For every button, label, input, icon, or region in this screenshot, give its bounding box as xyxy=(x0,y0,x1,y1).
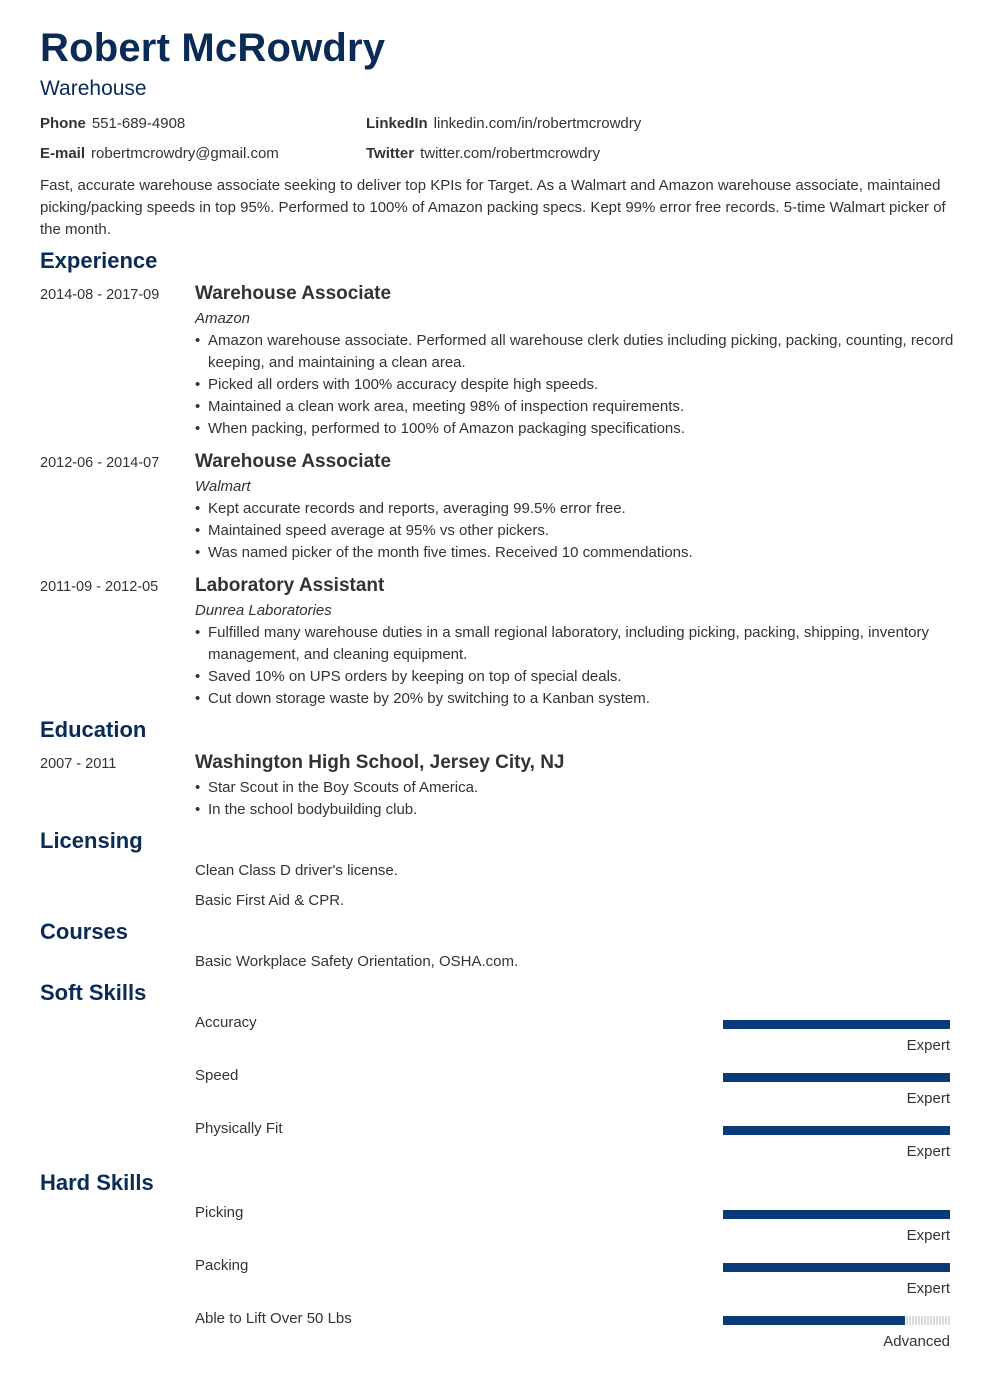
section-title-courses: Courses xyxy=(40,919,129,944)
list-item: • Fulfilled many warehouse duties in a small regional laboratory, including picking, packing, shipping, inventory management, and cleaning equipment. xyxy=(195,622,955,666)
experience-bullets xyxy=(195,330,955,440)
experience-dates: 2011-09 - 2012-05 xyxy=(40,579,159,595)
skill-name: Accuracy xyxy=(195,1014,257,1031)
experience-bullets xyxy=(195,498,955,564)
list-item: • Maintained a clean work area, meeting 98% of inspection requirements. xyxy=(195,396,955,418)
education-dates: 2007 - 2011 xyxy=(40,756,117,772)
skill-bar xyxy=(723,1020,950,1029)
list-item: • Picked all orders with 100% accuracy despite high speeds. xyxy=(195,374,955,396)
contact-linkedin xyxy=(366,115,641,133)
twitter-label: Twitter xyxy=(366,145,415,162)
phone-value: 551-689-4908 xyxy=(91,115,186,132)
list-item: • Star Scout in the Boy Scouts of America. xyxy=(195,777,955,799)
education-school: Washington High School, Jersey City, NJ xyxy=(195,752,565,773)
skill-level: Expert xyxy=(906,1037,950,1054)
skill-name: Packing xyxy=(195,1257,249,1274)
experience-company: Dunrea Laboratories xyxy=(195,602,332,619)
candidate-title: Warehouse xyxy=(40,77,147,100)
section-title-hard-skills: Hard Skills xyxy=(40,1170,154,1195)
experience-bullets xyxy=(195,622,955,710)
experience-title: Laboratory Assistant xyxy=(195,575,385,596)
skill-level: Expert xyxy=(906,1280,950,1297)
experience-dates: 2012-06 - 2014-07 xyxy=(40,455,160,471)
section-title-education: Education xyxy=(40,717,147,742)
skill-bar xyxy=(723,1210,950,1219)
skill-level: Expert xyxy=(906,1227,950,1244)
list-item: • Was named picker of the month five times. Received 10 commendations. xyxy=(195,542,955,564)
skill-name: Picking xyxy=(195,1204,244,1221)
skill-bar-fill xyxy=(723,1020,950,1029)
education-bullets xyxy=(195,777,955,821)
skill-bar xyxy=(723,1073,950,1082)
list-item: • Amazon warehouse associate. Performed all warehouse clerk duties including picking, packing, counting, record keeping, and maintaining a clean area. xyxy=(195,330,955,374)
skill-bar xyxy=(723,1126,950,1135)
skill-level: Expert xyxy=(906,1143,950,1160)
experience-title: Warehouse Associate xyxy=(195,451,392,472)
skill-bar-fill xyxy=(723,1210,950,1219)
experience-title: Warehouse Associate xyxy=(195,283,392,304)
list-item: • Maintained speed average at 95% vs other pickers. xyxy=(195,520,955,542)
candidate-name: Robert McRowdry xyxy=(40,26,386,70)
skill-bar-fill xyxy=(723,1263,950,1272)
section-title-licensing: Licensing xyxy=(40,828,143,853)
experience-company: Walmart xyxy=(195,478,251,495)
contact-twitter xyxy=(366,145,600,163)
section-title-experience: Experience xyxy=(40,248,158,273)
skill-bar xyxy=(723,1263,950,1272)
license-item: Basic First Aid & CPR. xyxy=(195,892,345,909)
linkedin-label: LinkedIn xyxy=(366,115,428,132)
skill-name: Able to Lift Over 50 Lbs xyxy=(195,1310,352,1327)
skill-bar-fill xyxy=(723,1316,905,1325)
list-item: • Kept accurate records and reports, averaging 99.5% error free. xyxy=(195,498,955,520)
skill-bar-fill xyxy=(723,1073,950,1082)
contact-phone xyxy=(40,115,185,133)
skill-level: Advanced xyxy=(883,1333,950,1350)
skill-bar-fill xyxy=(723,1126,950,1135)
contact-email xyxy=(40,145,279,163)
experience-company: Amazon xyxy=(195,310,251,327)
phone-label: Phone xyxy=(40,115,86,132)
linkedin-value[interactable]: linkedin.com/in/robertmcrowdry xyxy=(433,115,642,132)
section-title-soft-skills: Soft Skills xyxy=(40,980,147,1005)
summary: Fast, accurate warehouse associate seeking to deliver top KPIs for Target. As a Walmart and Amazon warehouse associate, maintained picking/packing speeds in top 95%. Performed to 100% of Amazon packing specs. Kept 99% error free records. 5-time Walmart picker of the month. xyxy=(40,177,946,238)
twitter-value[interactable]: twitter.com/robertmcrowdry xyxy=(420,145,601,162)
list-item: • Cut down storage waste by 20% by switching to a Kanban system. xyxy=(195,688,955,710)
license-item: Clean Class D driver's license. xyxy=(195,862,398,879)
skill-name: Physically Fit xyxy=(195,1120,283,1137)
skill-bar xyxy=(723,1316,950,1325)
experience-dates: 2014-08 - 2017-09 xyxy=(40,287,160,303)
course-item: Basic Workplace Safety Orientation, OSHA.com. xyxy=(195,953,519,970)
list-item: • In the school bodybuilding club. xyxy=(195,799,955,821)
skill-name: Speed xyxy=(195,1067,239,1084)
email-value[interactable]: robertmcrowdry@gmail.com xyxy=(91,145,279,162)
email-label: E-mail xyxy=(40,145,86,162)
skill-level: Expert xyxy=(906,1090,950,1107)
list-item: • When packing, performed to 100% of Amazon packaging specifications. xyxy=(195,418,955,440)
list-item: • Saved 10% on UPS orders by keeping on top of special deals. xyxy=(195,666,955,688)
